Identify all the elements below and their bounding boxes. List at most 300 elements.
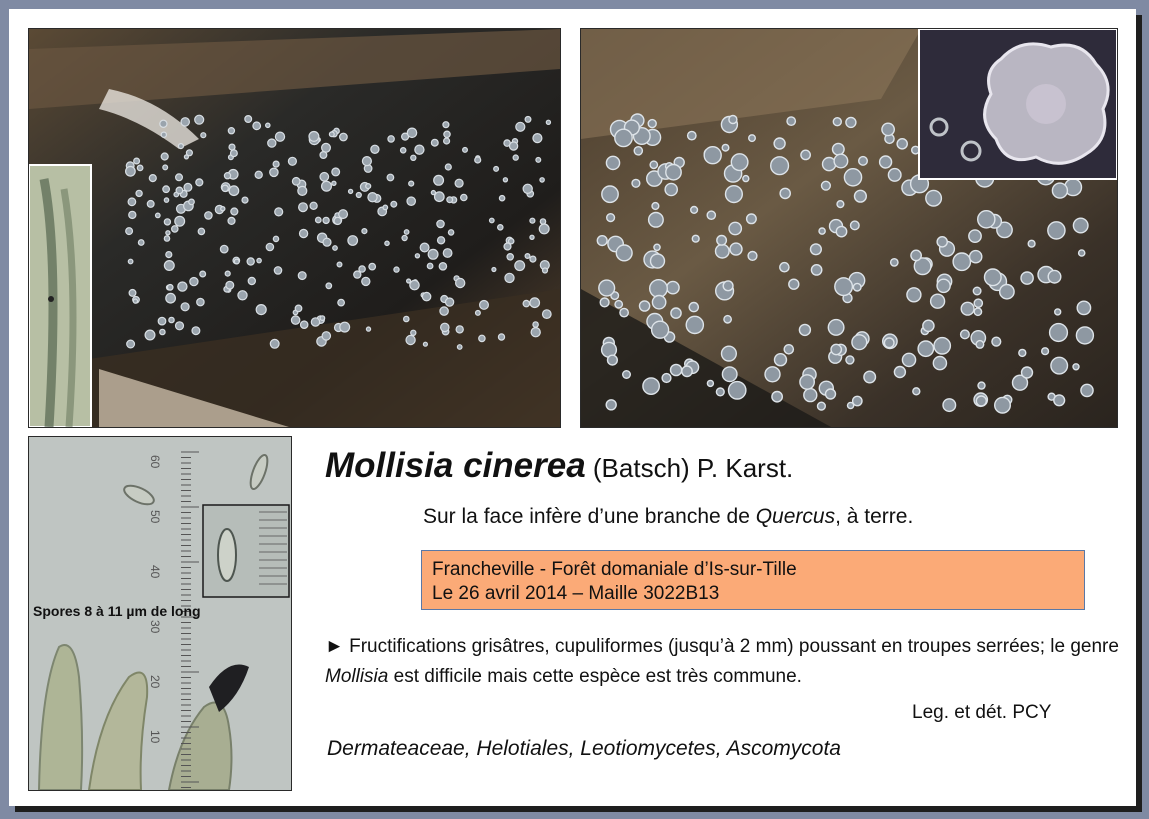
apothecium-dot	[362, 157, 371, 166]
apothecium-dot	[156, 213, 161, 218]
apothecium-dot	[902, 353, 915, 366]
apothecium-dot	[615, 129, 632, 146]
apothecium-dot	[648, 120, 656, 128]
apothecium-dot	[729, 382, 746, 399]
apothecium-dot	[332, 181, 336, 185]
apothecium-dot	[181, 303, 189, 311]
apothecium-dot	[149, 175, 156, 182]
apothecium-dot	[291, 316, 299, 324]
apothecium-dot	[1079, 250, 1085, 256]
apothecium-dot	[530, 218, 535, 223]
apothecium-dot	[422, 292, 430, 300]
apothecium-dot	[510, 142, 518, 150]
apothecium-dot	[300, 229, 308, 237]
apothecium-dot	[530, 298, 540, 308]
apothecium-dot	[175, 216, 185, 226]
apothecium-dot	[163, 186, 170, 193]
apothecium-dot	[608, 355, 618, 365]
apothecium-dot	[976, 396, 986, 406]
apothecium-dot	[729, 222, 741, 234]
apothecium-dot	[716, 244, 730, 258]
host-genus: Quercus	[755, 505, 836, 528]
apothecium-dot	[599, 280, 615, 296]
apothecium-dot	[844, 169, 861, 186]
apothecium-dot	[167, 285, 173, 291]
apothecium-dot	[197, 298, 204, 305]
apothecium-dot	[476, 311, 481, 316]
apothecium-dot	[160, 329, 165, 334]
apothecium-dot	[602, 186, 618, 202]
apothecium-dot	[362, 277, 370, 285]
location-date: Le 26 avril 2014 – Maille 3022B13	[432, 583, 720, 604]
apothecium-dot	[444, 138, 450, 144]
apothecium-dot	[834, 154, 848, 168]
apothecium-dot	[195, 115, 204, 124]
apothecium-dot	[864, 371, 876, 383]
apothecium-dot	[475, 157, 481, 163]
apothecium-dot	[368, 193, 377, 202]
apothecium-dot	[190, 278, 198, 286]
apothecium-dot	[749, 135, 756, 142]
apothecium-dot	[420, 243, 429, 252]
apothecium-dot	[231, 208, 238, 215]
apothecium-dot	[455, 179, 463, 187]
apothecium-dot	[731, 154, 748, 171]
apothecium-dot	[256, 305, 266, 315]
apothecium-dot	[1028, 240, 1035, 247]
apothecium-dot	[640, 301, 650, 311]
apothecium-dot	[186, 150, 192, 156]
apothecium-dot	[539, 224, 549, 234]
apothecium-dot	[923, 320, 934, 331]
apothecium-dot	[973, 287, 981, 295]
apothecium-dot	[978, 382, 985, 389]
apothecium-dot	[765, 367, 780, 382]
apothecium-dot	[407, 197, 415, 205]
apothecium-dot	[192, 327, 200, 335]
apothecium-dot	[961, 330, 970, 339]
apothecium-dot	[189, 199, 195, 205]
location-box	[421, 550, 1085, 610]
apothecium-dot	[1073, 364, 1079, 370]
apothecium-dot	[176, 187, 183, 194]
apothecium-dot	[665, 183, 677, 195]
apothecium-dot	[128, 198, 136, 206]
substrate-after: , à terre.	[835, 505, 914, 528]
apothecium-dot	[654, 244, 660, 250]
apothecium-dot	[969, 230, 981, 242]
apothecium-dot	[789, 279, 799, 289]
scale-label: 30	[148, 620, 162, 634]
apothecium-dot	[134, 158, 140, 164]
apothecium-dot	[447, 197, 453, 203]
apothecium-dot	[332, 168, 340, 176]
apothecium-dot	[686, 316, 703, 333]
apothecium-dot	[229, 144, 235, 150]
apothecium-dot	[771, 157, 789, 175]
apothecium-dot	[362, 229, 367, 234]
apothecium-dot	[402, 235, 407, 240]
apothecium-dot	[391, 201, 397, 207]
apothecium-dot	[323, 238, 331, 246]
apothecium-dot	[503, 178, 507, 182]
apothecium-dot	[268, 139, 276, 147]
apothecium-dot	[299, 203, 308, 212]
apothecium-dot	[536, 158, 541, 163]
apothecium-dot	[620, 308, 628, 316]
apothecium-dot	[387, 174, 394, 181]
apothecium-dot	[970, 251, 982, 263]
apothecium-dot	[184, 183, 192, 191]
apothecium-dot	[833, 118, 841, 126]
apothecium-dot	[913, 388, 920, 395]
apothecium-dot	[301, 321, 308, 328]
apothecium-dot	[196, 179, 203, 186]
apothecium-dot	[339, 210, 348, 219]
apothecium-dot	[172, 226, 178, 232]
apothecium-dot	[498, 225, 503, 230]
apothecium-dot	[437, 220, 444, 227]
apothecium-dot	[225, 271, 230, 276]
apothecium-dot	[404, 230, 409, 235]
apothecium-dot	[530, 256, 536, 262]
apothecium-dot	[428, 249, 438, 259]
apothecium-dot	[851, 221, 860, 230]
apothecium-dot	[682, 366, 692, 376]
apothecium-dot	[444, 131, 450, 137]
apothecium-dot	[270, 339, 279, 348]
apothecium-dot	[169, 317, 174, 322]
apothecium-dot	[164, 261, 174, 271]
apothecium-dot	[853, 396, 862, 405]
apothecium-dot	[129, 290, 136, 297]
apothecium-dot	[995, 397, 1011, 413]
apothecium-dot	[166, 293, 176, 303]
apothecium-dot	[831, 344, 841, 354]
apothecium-dot	[320, 152, 327, 159]
apothecium-dot	[540, 178, 544, 182]
apothecium-dot	[1048, 270, 1061, 283]
apothecium-dot	[992, 337, 1001, 346]
apothecium-dot	[704, 147, 721, 164]
apothecium-dot	[257, 258, 261, 262]
apothecium-dot	[891, 259, 898, 266]
apothecium-dot	[270, 168, 278, 176]
apothecium-dot	[245, 116, 252, 123]
apothecium-dot	[931, 294, 945, 308]
apothecium-dot	[138, 240, 144, 246]
apothecium-dot	[349, 189, 353, 193]
apothecium-dot	[411, 155, 416, 160]
apothecium-dot	[911, 250, 921, 260]
apothecium-dot	[846, 356, 854, 364]
spore-inset	[203, 505, 289, 597]
apothecium-dot	[533, 134, 542, 143]
apothecium-dot	[651, 254, 665, 268]
apothecium-dot	[772, 392, 782, 402]
apothecium-dot	[431, 191, 435, 195]
apothecium-dot	[632, 179, 640, 187]
apothecium-dot	[309, 132, 319, 142]
apothecium-dot	[205, 212, 212, 219]
apothecium-dot	[166, 231, 170, 235]
apothecium-dot	[404, 316, 409, 321]
apothecium-dot	[480, 301, 489, 310]
apothecium-dot	[499, 196, 504, 201]
apothecium-dot	[147, 201, 154, 208]
apothecium-dot	[811, 244, 822, 255]
apothecium-dot	[822, 181, 831, 190]
apothecium-dot	[316, 217, 322, 223]
apothecium-dot	[884, 338, 894, 348]
apothecium-dot	[178, 144, 183, 149]
apothecium-dot	[322, 181, 332, 191]
apothecium-dot	[136, 190, 142, 196]
apothecium-dot	[801, 150, 810, 159]
apothecium-dot	[200, 271, 206, 277]
scale-label: 10	[148, 730, 162, 744]
apothecium-dot	[247, 258, 254, 265]
apothecium-dot	[606, 156, 619, 169]
apothecium-dot	[722, 367, 737, 382]
apothecium-dot	[133, 299, 137, 303]
apothecium-dot	[667, 281, 679, 293]
photo-colony-on-wood	[28, 28, 561, 428]
apothecium-dot	[894, 367, 905, 378]
apothecium-dot	[1051, 357, 1068, 374]
apothecium-dot	[780, 188, 790, 198]
apothecium-dot	[234, 259, 239, 264]
apothecium-dot	[662, 374, 671, 383]
apothecium-dot	[882, 123, 894, 135]
apothecium-dot	[1077, 301, 1090, 314]
apothecium-dot	[427, 263, 433, 269]
apothecium-dot	[366, 184, 371, 189]
apothecium-dot	[1050, 324, 1068, 342]
apothecium-dot	[160, 120, 167, 127]
apothecium-dot	[607, 214, 615, 222]
apothecium-dot	[505, 273, 514, 282]
apothecium-dot	[787, 117, 795, 125]
apothecium-dot	[855, 190, 867, 202]
apothecium-dot	[369, 263, 376, 270]
apothecium-dot	[671, 308, 681, 318]
apothecium-dot	[811, 265, 821, 275]
apothecium-dot	[411, 330, 416, 335]
apothecium-dot	[409, 181, 414, 186]
apothecium-dot	[333, 246, 338, 251]
apothecium-dot	[543, 310, 552, 319]
apothecium-dot	[600, 298, 609, 307]
apothecium-dot	[127, 340, 135, 348]
apothecium-dot	[164, 236, 169, 241]
apothecium-dot	[128, 259, 133, 264]
apothecium-dot	[463, 148, 468, 153]
apothecium-dot	[800, 375, 814, 389]
apothecium-dot	[163, 165, 168, 170]
classification: Dermateaceae, Helotiales, Leotiomycetes, Ascomycota	[327, 737, 841, 760]
apothecium-dot	[226, 281, 234, 289]
apothecium-dot	[804, 389, 817, 402]
apothecium-dot	[178, 282, 187, 291]
apothecium-dot	[273, 161, 279, 167]
apothecium-dot	[356, 193, 361, 198]
spores-caption: Spores 8 à 11 µm de long	[33, 603, 201, 619]
apothecium-dot	[515, 261, 525, 271]
apothecium-dot	[1022, 367, 1033, 378]
apothecium-dot	[446, 298, 454, 306]
apothecium-dot	[298, 186, 307, 195]
apothecium-dot	[1021, 272, 1033, 284]
apothecium-dot	[523, 184, 532, 193]
apothecium-dot	[643, 378, 659, 394]
apothecium-dot	[440, 307, 448, 315]
apothecium-dot	[326, 283, 332, 289]
credit: Leg. et dét. PCY	[912, 702, 1052, 723]
apothecium-dot	[707, 211, 715, 219]
apothecium-dot	[498, 334, 504, 340]
apothecium-dot	[853, 283, 861, 291]
scale-label: 50	[148, 510, 162, 524]
apothecium-dot	[248, 277, 255, 284]
apothecium-dot	[274, 267, 281, 274]
apothecium-dot	[461, 194, 467, 200]
apothecium-dot	[722, 346, 737, 361]
apothecium-dot	[494, 167, 499, 172]
apothecium-dot	[634, 147, 642, 155]
apothecium-dot	[826, 389, 836, 399]
apothecium-dot	[623, 371, 631, 379]
apothecium-dot	[688, 131, 696, 139]
apothecium-dot	[937, 237, 947, 247]
description-after: est difficile mais cette espèce est très commune.	[388, 666, 802, 687]
apothecium-dot	[836, 226, 846, 236]
apothecium-dot	[164, 219, 170, 225]
apothecium-dot	[531, 328, 540, 337]
apothecium-dot	[722, 144, 729, 151]
apothecium-dot	[1042, 348, 1049, 355]
apothecium-dot	[490, 218, 495, 223]
apothecium-dot	[439, 263, 446, 270]
apothecium-dot	[974, 299, 982, 307]
apothecium-dot	[907, 288, 921, 302]
scale-label: 60	[148, 455, 162, 469]
apothecium-dot	[221, 207, 225, 211]
apothecium-dot	[1054, 395, 1065, 406]
apothecium-dot	[716, 388, 724, 396]
apothecium-dot	[238, 291, 247, 300]
apothecium-dot	[1000, 285, 1014, 299]
apothecium-dot	[985, 269, 1002, 286]
apothecium-dot	[401, 148, 406, 153]
apothecium-dot	[859, 157, 868, 166]
apothecium-dot	[1052, 183, 1067, 198]
apothecium-inset	[919, 29, 1117, 179]
apothecium-dot	[383, 205, 388, 210]
apothecium-dot	[434, 175, 444, 185]
apothecium-dot	[1076, 327, 1093, 344]
apothecium-dot	[723, 281, 733, 291]
apothecium-dot	[546, 120, 550, 124]
apothecium-dot	[181, 118, 189, 126]
substrate-text	[423, 505, 1123, 529]
apothecium-dot	[943, 399, 956, 412]
apothecium-dot	[747, 214, 757, 224]
substrate-before: Sur la face infère d’une branche de	[423, 505, 756, 528]
apothecium-dot	[507, 254, 513, 260]
apothecium-dot	[423, 342, 427, 346]
apothecium-dot	[443, 249, 452, 258]
apothecium-dot	[288, 157, 296, 165]
apothecium-dot	[137, 165, 143, 171]
apothecium-dot	[888, 169, 901, 182]
apothecium-dot	[371, 145, 379, 153]
apothecium-dot	[255, 171, 262, 178]
apothecium-dot	[1081, 384, 1093, 396]
apothecium-dot	[880, 156, 892, 168]
ascus-inset	[29, 165, 91, 427]
apothecium-dot	[340, 133, 348, 141]
apothecium-dot	[934, 338, 950, 354]
apothecium-dot	[730, 243, 742, 255]
apothecium-dot	[275, 132, 284, 141]
apothecium-dot	[615, 301, 622, 308]
photo-apothecia-closeup	[580, 28, 1118, 428]
apothecium-dot	[691, 207, 698, 214]
apothecium-dot	[961, 302, 974, 315]
apothecium-dot	[774, 138, 785, 149]
scale-label: 20	[148, 675, 162, 689]
apothecium-dot	[228, 128, 234, 134]
apothecium-dot	[650, 280, 668, 298]
apothecium-dot	[649, 213, 664, 228]
apothecium-dot	[320, 316, 325, 321]
apothecium-dot	[726, 186, 743, 203]
apothecium-dot	[852, 335, 867, 350]
apothecium-dot	[201, 133, 206, 138]
apothecium-dot	[828, 320, 844, 336]
apothecium-dot	[837, 201, 844, 208]
apothecium-dot	[145, 330, 155, 340]
apothecium-dot	[748, 252, 757, 261]
apothecium-dot	[292, 178, 300, 186]
apothecium-dot	[406, 335, 415, 344]
apothecium-dot	[338, 299, 345, 306]
apothecium-dot	[445, 164, 451, 170]
apothecium-dot	[978, 211, 995, 228]
apothecium-dot	[523, 300, 529, 306]
apothecium-dot	[266, 243, 273, 250]
apothecium-dot	[513, 155, 518, 160]
apothecium-dot	[953, 253, 970, 270]
apothecium-dot	[385, 241, 389, 245]
apothecium-dot	[354, 271, 361, 278]
apothecium-dot	[799, 324, 810, 335]
apothecium-dot	[158, 317, 166, 325]
apothecium-dot	[724, 316, 731, 323]
apothecium-dot	[692, 235, 699, 242]
apothecium-dot	[743, 176, 749, 182]
apothecium-dot	[322, 332, 330, 340]
apothecium-dot	[540, 219, 545, 224]
apothecium-dot	[253, 122, 261, 130]
apothecium-dot	[359, 266, 365, 272]
apothecium-dot	[231, 150, 238, 157]
apothecium-dot	[818, 402, 826, 410]
apothecium-dot	[320, 173, 329, 182]
apothecium-dot	[516, 122, 525, 131]
apothecium-dot	[295, 305, 302, 312]
